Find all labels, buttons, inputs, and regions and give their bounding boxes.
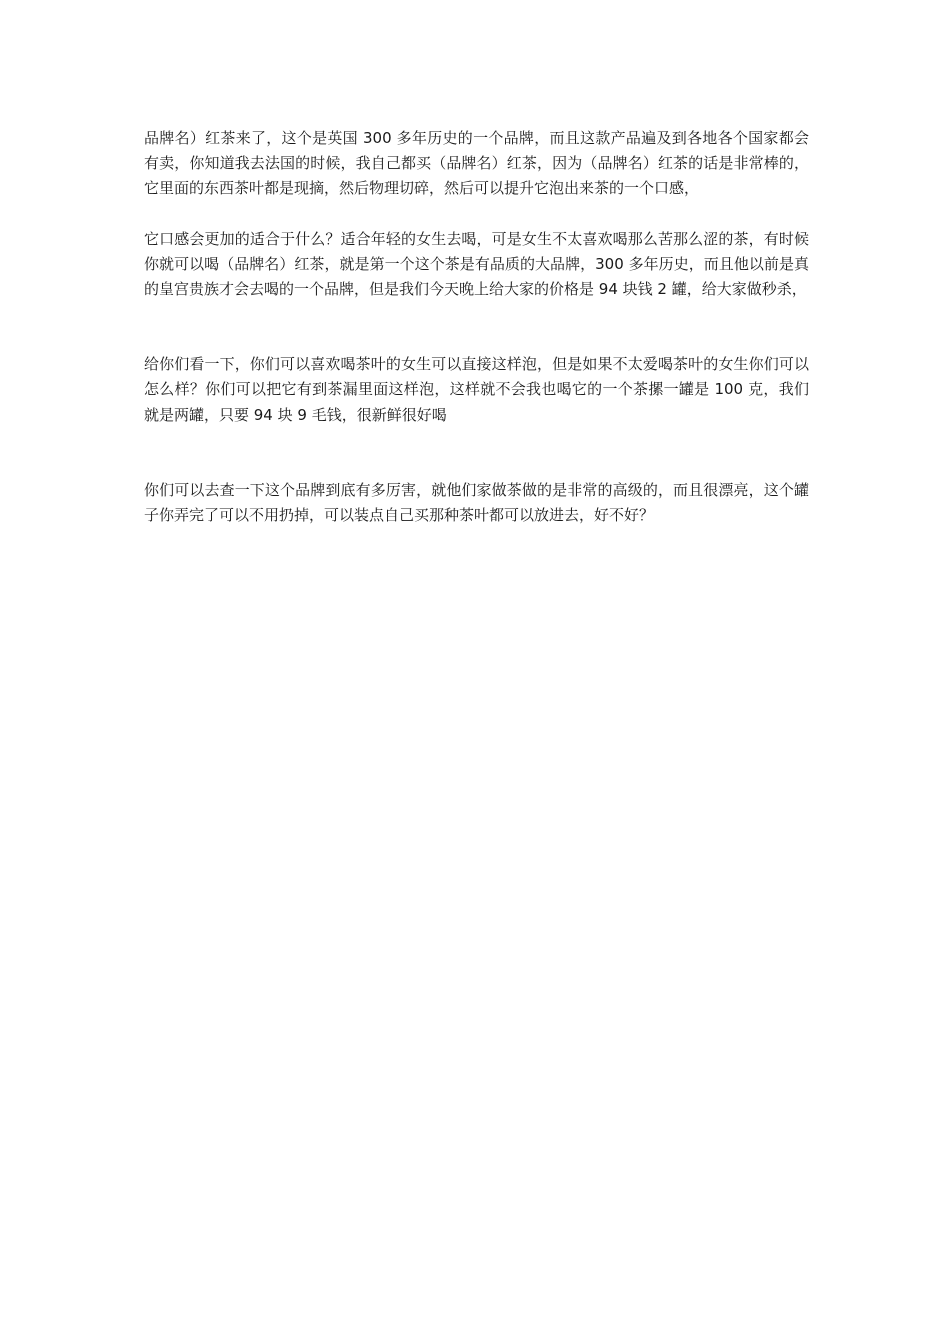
paragraph-4: 你们可以去查一下这个品牌到底有多厉害，就他们家做茶做的是非常的高级的，而且很漂亮，这个罐子你弄完了可以不用扔掉，可以装点自己买那种茶叶都可以放进去，好不好？ bbox=[144, 480, 809, 525]
document-body bbox=[144, 126, 809, 528]
paragraph-2: 它口感会更加的适合于什么？适合年轻的女生去喝，可是女生不太喜欢喝那么苦那么涩的茶，有时候你就可以喝（品牌名）红茶，就是第一个这个茶是有品质的大品牌，300 多年历史，而且他以前是真的皇宫贵族才会去喝的一个品牌，但是我们今天晚上给大家的价格是 94 块钱 2 罐，给大家做秒杀， bbox=[144, 229, 809, 299]
paragraph-1: 品牌名）红茶来了，这个是英国 300 多年历史的一个品牌，而且这款产品遍及到各地各个国家都会有卖，你知道我去法国的时候，我自己都买（品牌名）红茶，因为（品牌名）红茶的话是非常棒的，它里面的东西茶叶都是现摘，然后物理切碎，然后可以提升它泡出来茶的一个口感， bbox=[144, 129, 809, 198]
paragraph-3: 给你们看一下，你们可以喜欢喝茶叶的女生可以直接这样泡，但是如果不太爱喝茶叶的女生你们可以怎么样？你们可以把它有到茶漏里面这样泡，这样就不会我也喝它的一个茶摞一罐是 100 克，我们就是两罐，只要 94 块 9 毛钱，很新鲜很好喝 bbox=[144, 355, 809, 424]
